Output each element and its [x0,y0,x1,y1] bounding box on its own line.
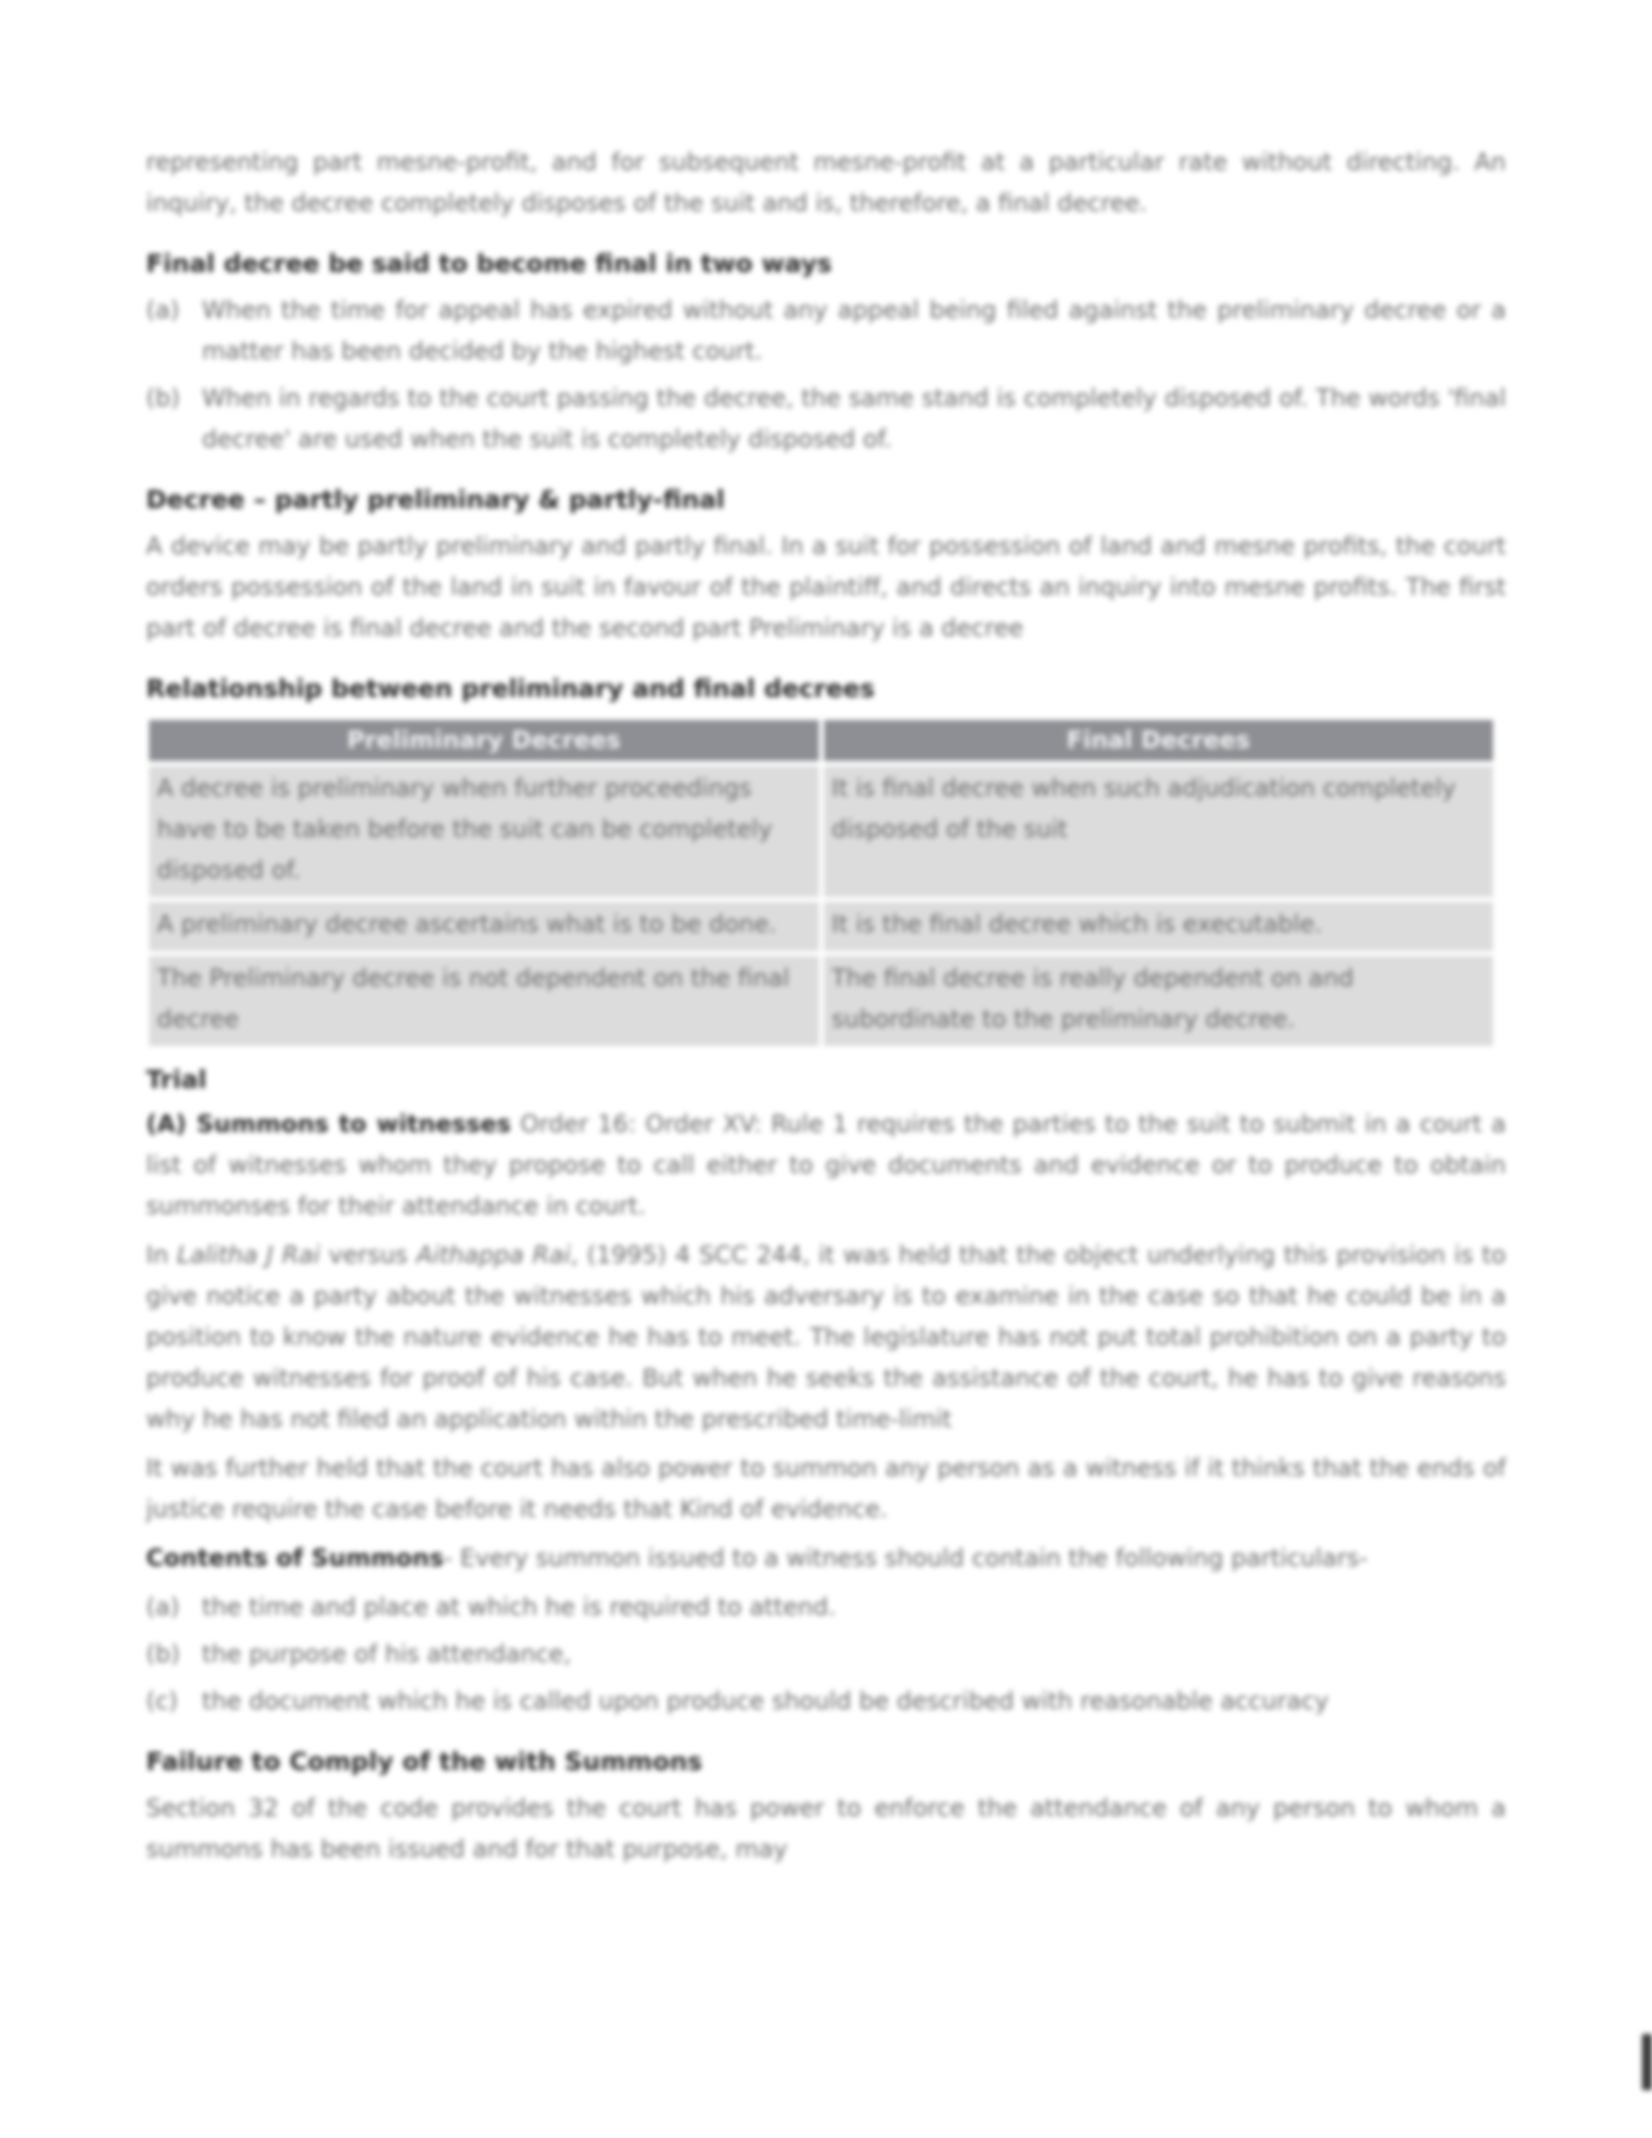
list-marker: (a) [146,1593,180,1621]
table-cell: It is final decree when such adjudication completely disposed of the suit [824,766,1494,897]
case-party-2: Aithappa Rai [416,1241,571,1269]
partly-decree-heading: Decree – partly preliminary & partly-final [146,485,725,514]
table-cell: A preliminary decree ascertains what is to be done. [149,902,819,951]
contents-paragraph [146,1538,1506,1579]
trial-heading: Trial [146,1065,207,1094]
table-cell: The final decree is really dependent on and subordinate to the preliminary decree. [824,956,1494,1046]
list-text: the purpose of his attendance, [202,1640,572,1668]
list-text: the time and place at which he is required to attend. [202,1593,836,1621]
table-header-preliminary: Preliminary Decrees [149,720,819,761]
list-marker: (b) [146,1640,180,1668]
page-edge-tab [1642,2034,1652,2090]
list-item [146,1587,1506,1628]
failure-paragraph: Section 32 of the code provides the court has power to enforce the attendance of any person to whom a summons has been issued and for that purpose, may [146,1794,1506,1863]
table-header-final: Final Decrees [824,720,1494,761]
case-prefix: In [146,1241,169,1269]
table-cell: It is the final decree which is executable. [824,902,1494,951]
table-row [149,902,1493,951]
summons-paragraph [146,1104,1506,1227]
intro-paragraph: representing part mesne-profit, and for subsequent mesne-profit at a particular rate without directing. An inquiry, the decree completely disposes of the suit and is, therefore, a final decree. [146,148,1506,217]
relationship-table [144,715,1498,1051]
list-text: When the time for appeal has expired without any appeal being filed against the preliminary decree or a matter has been decided by the highest court. [202,296,1506,365]
summons-label: (A) Summons to witnesses [146,1110,511,1138]
table-row [149,956,1493,1046]
partly-decree-paragraph: A device may be partly preliminary and partly final. In a suit for possession of land and mesne profits, the court orders possession of the land in suit in favour of the plaintiff, and directs an inquiry into mesne profits. The first part of decree is final decree and the second part Preliminary is a decree [146,532,1506,642]
case-paragraph [146,1235,1506,1440]
list-text: the document which he is called upon produce should be described with reasonable accuracy [202,1687,1329,1715]
case-text: , (1995) 4 SCC 244, it was held that the object underlying this provision is to give notice a party about the witnesses which his adversary is to examine in the case so that he could be in a position to know the nature evidence he has to meet. The legislature has not put total prohibition on a party to produce witnesses for proof of his case. But when he seeks the assistance of the court, he has to give reasons why he has not filed an application within the prescribed time-limit [146,1241,1506,1433]
table-cell: The Preliminary decree is not dependent on the final decree [149,956,819,1046]
document-content [146,142,1506,1878]
list-item [146,1634,1506,1675]
contents-text: - Every summon issued to a witness should contain the following particulars- [443,1544,1368,1572]
table-cell: A decree is preliminary when further proceedings have to be taken before the suit can be completely disposed of. [149,766,819,897]
case-party-1: Lalitha J Rai [176,1241,320,1269]
list-marker: (c) [146,1687,178,1715]
list-item [146,1681,1506,1722]
list-marker: (b) [146,384,180,412]
table-header-row [149,720,1493,761]
list-text: When in regards to the court passing the decree, the same stand is completely disposed of. The words 'final decree' are used when the suit is completely disposed of. [202,384,1506,453]
final-decree-heading: Final decree be said to become final in two ways [146,249,832,278]
list-item [146,378,1506,460]
list-marker: (a) [146,296,180,324]
contents-label: Contents of Summons [146,1544,444,1572]
failure-heading: Failure to Comply of the with Summons [146,1747,703,1776]
further-paragraph: It was further held that the court has also power to summon any person as a witness if it thinks that the ends of justice require the case before it needs that Kind of evidence. [146,1454,1506,1523]
case-versus: versus [328,1241,408,1269]
relationship-heading: Relationship between preliminary and final decrees [146,674,875,703]
table-row [149,766,1493,897]
list-item [146,290,1506,372]
summons-text: Order 16: Order XV: Rule 1 requires the parties to the suit to submit in a court a list of witnesses whom they propose to call either to give documents and evidence or to produce to obtain summonses for their attendance in court. [146,1110,1507,1220]
